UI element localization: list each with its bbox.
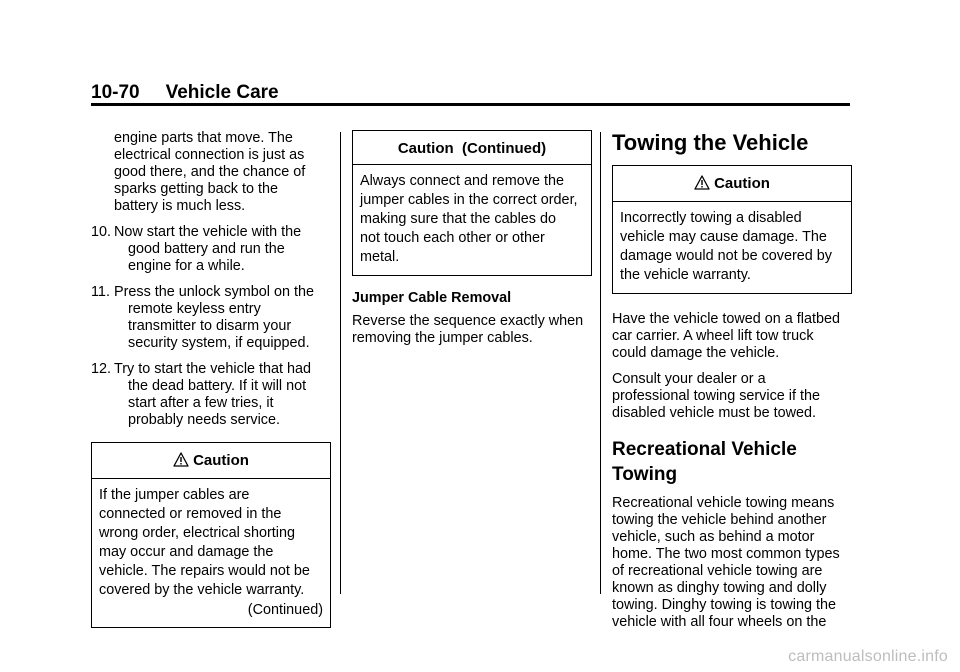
paragraph: [352, 313, 592, 347]
text-line: the vehicle warranty.: [620, 267, 751, 283]
section-title: Vehicle Care: [165, 82, 279, 103]
step-11: [91, 284, 331, 352]
text-line: If the jumper cables are: [99, 487, 250, 503]
text-line: known as dinghy towing and dolly: [612, 580, 827, 596]
caution-title: Caution: [714, 175, 770, 192]
text-line: damage would not be covered by: [620, 248, 833, 264]
continued-text: [91, 130, 331, 215]
text-line: home. The two most common types: [612, 546, 840, 562]
text-line: wrong order, electrical shorting: [99, 525, 295, 541]
text-line: Always connect and remove the: [360, 173, 564, 189]
text-line: probably needs service.: [128, 412, 280, 428]
step-10: [91, 224, 331, 275]
text-line: of recreational vehicle towing are: [612, 563, 823, 579]
caution-title: Caution: [193, 452, 249, 469]
paragraph: [612, 495, 852, 631]
text-line: removing the jumper cables.: [352, 330, 533, 346]
step-number: 10.: [91, 224, 112, 240]
text-line: not touch each other or other: [360, 230, 545, 246]
text-line: start after a few tries, it: [128, 395, 274, 411]
caution-box: [612, 165, 852, 294]
caution-body: [613, 202, 851, 293]
caution-continued-box: [352, 130, 592, 276]
text-line: towing. Dinghy towing is towing the: [612, 597, 836, 613]
page-header: [91, 82, 279, 104]
text-line: jumper cables in the correct order,: [360, 192, 578, 208]
text-line: Consult your dealer or a: [612, 371, 766, 387]
text-line: sparks getting back to the: [114, 181, 278, 197]
text-line: car carrier. A wheel lift tow truck: [612, 328, 814, 344]
warning-icon: [173, 452, 189, 471]
column-divider-left: [340, 132, 341, 594]
paragraph: [612, 311, 852, 362]
text-line: disabled vehicle must be towed.: [612, 405, 816, 421]
caution-body: [353, 165, 591, 275]
column-3: [612, 130, 852, 631]
text-line: remote keyless entry: [128, 301, 261, 317]
caution-box: [91, 442, 331, 628]
warning-icon: [694, 175, 710, 194]
text-line: engine for a while.: [128, 258, 245, 274]
continued-label: (Continued): [247, 602, 323, 618]
column-2: [352, 130, 592, 347]
text-line: professional towing service if the: [612, 388, 820, 404]
caution-header: [92, 443, 330, 479]
step-number: 11.: [91, 284, 110, 300]
text-line: Now start the vehicle with the: [114, 224, 302, 240]
text-line: battery is much less.: [114, 198, 246, 214]
text-line: transmitter to disarm your: [128, 318, 292, 334]
caution-body: [92, 479, 330, 627]
text-line: Press the unlock symbol on the: [114, 284, 314, 300]
text-line: vehicle with all four wheels on the: [612, 614, 827, 630]
paragraph: [612, 371, 852, 422]
text-line: security system, if equipped.: [128, 335, 310, 351]
text-line: could damage the vehicle.: [612, 345, 780, 361]
text-line: the dead battery. If it will not: [128, 378, 307, 394]
text-line: towing the vehicle behind another: [612, 512, 827, 528]
section-heading: Towing the Vehicle: [612, 130, 809, 155]
column-1: [91, 130, 331, 628]
text-line: vehicle. The repairs would not be: [99, 563, 310, 579]
step-12: [91, 361, 331, 429]
text-line: making sure that the cables do: [360, 211, 556, 227]
subheading: Jumper Cable Removal: [352, 290, 512, 306]
caution-title: Caution (Continued): [397, 140, 547, 157]
text-line: Reverse the sequence exactly when: [352, 313, 584, 329]
text-line: Recreational vehicle towing means: [612, 495, 835, 511]
watermark: carmanualsonline.info: [788, 648, 948, 665]
text-line: metal.: [360, 249, 400, 265]
text-line: engine parts that move. The: [114, 130, 293, 146]
text-line: good there, and the chance of: [114, 164, 306, 180]
step-number: 12.: [91, 361, 112, 377]
text-line: electrical connection is just as: [114, 147, 305, 163]
text-line: vehicle may cause damage. The: [620, 229, 827, 245]
subsection-heading: [612, 438, 852, 486]
text-line: covered by the vehicle warranty.: [99, 582, 305, 598]
text-line: Have the vehicle towed on a flatbed: [612, 311, 841, 327]
text-line: good battery and run the: [128, 241, 285, 257]
text-line: connected or removed in the: [99, 506, 282, 522]
text-line: may occur and damage the: [99, 544, 274, 560]
caution-header: [613, 166, 851, 202]
text-line: Incorrectly towing a disabled: [620, 210, 802, 226]
heading-line: Recreational Vehicle: [612, 439, 797, 460]
page-number: 10-70: [91, 82, 140, 103]
header-rule: [91, 103, 850, 106]
caution-header: [353, 131, 591, 165]
text-line: vehicle, such as behind a motor: [612, 529, 815, 545]
column-divider-right: [600, 132, 601, 594]
text-line: Try to start the vehicle that had: [114, 361, 312, 377]
heading-line: Towing: [612, 464, 678, 485]
